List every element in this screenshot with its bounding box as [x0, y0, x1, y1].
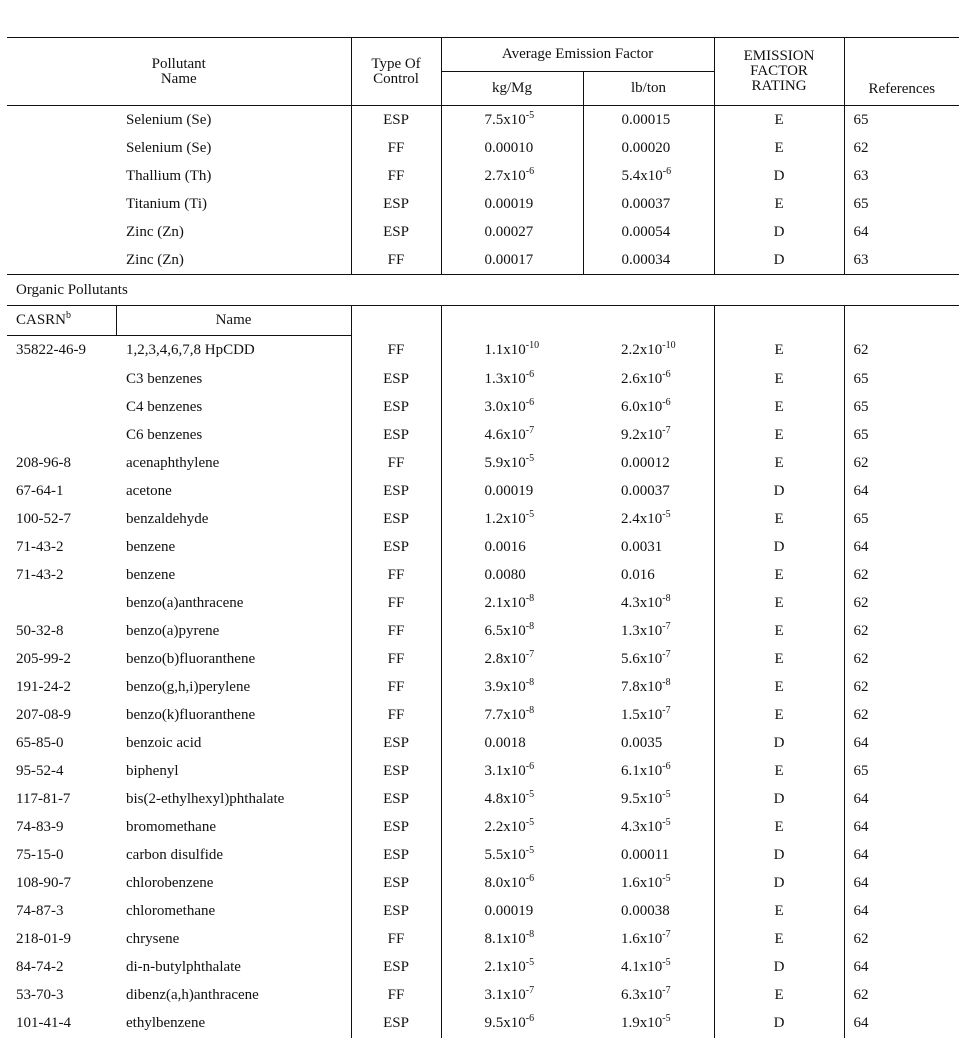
casrn-cell: [7, 134, 116, 162]
lb-per-ton: $2.2x10^{-10}$: [621, 340, 676, 358]
type-of-control: FF: [351, 134, 441, 162]
lb-per-ton: 0.00020: [583, 134, 714, 162]
table-row: [7, 134, 959, 162]
type-of-control: FF: [351, 246, 441, 275]
lb-per-ton: $2.6x10^{-6}$: [621, 369, 671, 387]
kg-per-mg: $6.5x10^{-8}$: [441, 618, 583, 646]
type-of-control: ESP: [351, 842, 441, 870]
header-pollutant-name: Pollutant Name: [7, 38, 351, 106]
reference: 64: [844, 218, 959, 246]
table-row: [7, 422, 959, 450]
kg-per-mg: 0.00010: [441, 134, 583, 162]
emission-factor-rating: E: [714, 590, 844, 618]
pollutant-name: C6 benzenes: [126, 427, 203, 443]
emission-factor-rating: D: [714, 786, 844, 814]
type-of-control: FF: [351, 982, 441, 1010]
table-row: [7, 730, 959, 758]
casrn: 117-81-7: [16, 791, 71, 807]
table-row: [7, 366, 959, 394]
casrn-cell: [7, 218, 116, 246]
emission-factor-rating: E: [714, 674, 844, 702]
reference: 62: [844, 646, 959, 674]
reference: 63: [844, 162, 959, 190]
casrn: 205-99-2: [16, 651, 71, 667]
type-of-control: FF: [351, 702, 441, 730]
emission-factor-rating: D: [714, 534, 844, 562]
pollutant-name: Selenium (Se): [126, 111, 212, 128]
kg-per-mg: $2.1x10^{-5}$: [441, 954, 583, 982]
lb-per-ton: 0.00034: [583, 246, 714, 275]
table-row: [7, 870, 959, 898]
casrn: 50-32-8: [16, 623, 64, 639]
table-row: [7, 534, 959, 562]
kg-per-mg: 0.00027: [441, 218, 583, 246]
type-of-control: ESP: [351, 814, 441, 842]
casrn: 71-43-2: [16, 567, 64, 583]
subheader-casrn: CASRN$^b$: [7, 306, 116, 336]
pollutant-name: acenaphthylene: [126, 455, 220, 471]
table-row: [7, 218, 959, 246]
table-row: [7, 898, 959, 926]
table-row: [7, 954, 959, 982]
lb-per-ton: 0.0035: [621, 735, 663, 751]
lb-per-ton: $5.6x10^{-7}$: [621, 649, 671, 667]
reference: 65: [844, 422, 959, 450]
reference: 64: [844, 1010, 959, 1038]
lb-per-ton: 0.00037: [621, 483, 670, 499]
type-of-control: ESP: [351, 366, 441, 394]
emission-factor-rating: D: [714, 246, 844, 275]
emission-factor-rating: E: [714, 106, 844, 135]
type-of-control: FF: [351, 590, 441, 618]
emission-factor-rating: D: [714, 870, 844, 898]
kg-per-mg: $3.9x10^{-8}$: [441, 674, 583, 702]
pollutant-name: acetone: [126, 483, 172, 499]
lb-per-ton: 0.016: [621, 567, 655, 583]
pollutant-name: Zinc (Zn): [126, 223, 184, 240]
pollutant-name: Titanium (Ti): [126, 195, 208, 212]
lb-per-ton: $2.4x10^{-5}$: [621, 509, 671, 527]
type-of-control: FF: [351, 926, 441, 954]
subheader-name: Name: [116, 306, 351, 336]
emission-factor-rating: E: [714, 814, 844, 842]
table-row: [7, 394, 959, 422]
lb-per-ton: $4.3x10^{-5}$: [621, 817, 671, 835]
pollutant-name: benzo(a)anthracene: [126, 595, 244, 611]
table-row: [7, 478, 959, 506]
reference: 64: [844, 478, 959, 506]
type-of-control: ESP: [351, 1010, 441, 1038]
type-of-control: ESP: [351, 954, 441, 982]
type-of-control: FF: [351, 450, 441, 478]
reference: 63: [844, 246, 959, 275]
emission-factor-rating: D: [714, 954, 844, 982]
reference: 62: [844, 618, 959, 646]
table-row: [7, 702, 959, 730]
emission-factor-rating: E: [714, 646, 844, 674]
pollutant-name: C4 benzenes: [126, 399, 203, 415]
emission-factor-rating: E: [714, 336, 844, 366]
table-row: [7, 562, 959, 590]
lb-per-ton: 0.00054: [583, 218, 714, 246]
kg-per-mg: 0.0080: [441, 562, 583, 590]
kg-per-mg: 0.00019: [441, 190, 583, 218]
casrn-cell: [7, 190, 116, 218]
table-row: [7, 842, 959, 870]
reference: 62: [844, 590, 959, 618]
type-of-control: ESP: [351, 534, 441, 562]
type-of-control: ESP: [351, 190, 441, 218]
type-of-control: FF: [351, 562, 441, 590]
reference: 64: [844, 814, 959, 842]
casrn: 74-83-9: [16, 819, 64, 835]
table-row: [7, 106, 959, 135]
reference: 62: [844, 336, 959, 366]
reference: 65: [844, 190, 959, 218]
kg-per-mg: $5.9x10^{-5}$: [441, 450, 583, 478]
type-of-control: ESP: [351, 506, 441, 534]
reference: 64: [844, 898, 959, 926]
emission-factor-rating: E: [714, 190, 844, 218]
reference: 64: [844, 954, 959, 982]
pollutant-name: benzo(a)pyrene: [126, 623, 220, 639]
type-of-control: ESP: [351, 394, 441, 422]
kg-per-mg: $3.0x10^{-6}$: [441, 394, 583, 422]
casrn: 67-64-1: [16, 483, 64, 499]
emission-factor-rating: E: [714, 422, 844, 450]
reference: 65: [844, 366, 959, 394]
lb-per-ton: $9.5x10^{-5}$: [621, 789, 671, 807]
lb-per-ton: $1.9x10^{-5}$: [621, 1013, 671, 1031]
casrn: [7, 366, 116, 394]
emission-factor-rating: E: [714, 982, 844, 1010]
reference: 62: [844, 702, 959, 730]
kg-per-mg: $2.8x10^{-7}$: [441, 646, 583, 674]
pollutant-name: benzo(k)fluoranthene: [126, 707, 256, 723]
pollutant-name: ethylbenzene: [126, 1015, 206, 1031]
reference: 64: [844, 842, 959, 870]
lb-per-ton: $7.8x10^{-8}$: [621, 677, 671, 695]
reference: 62: [844, 562, 959, 590]
table-row: [7, 590, 959, 618]
table-row: [7, 1010, 959, 1038]
type-of-control: ESP: [351, 730, 441, 758]
type-of-control: FF: [351, 336, 441, 366]
reference: 64: [844, 730, 959, 758]
pollutant-name: di-n-butylphthalate: [126, 959, 241, 975]
kg-per-mg: $4.6x10^{-7}$: [441, 422, 583, 450]
section-organic-pollutants: Organic Pollutants: [7, 275, 959, 306]
casrn: 35822-46-9: [16, 342, 86, 359]
emission-factor-rating: E: [714, 506, 844, 534]
table-row: [7, 162, 959, 190]
reference: 62: [844, 134, 959, 162]
emission-factor-rating: E: [714, 134, 844, 162]
reference: 62: [844, 982, 959, 1010]
pollutant-name: biphenyl: [126, 763, 179, 779]
table-row: [7, 336, 959, 366]
type-of-control: ESP: [351, 422, 441, 450]
lb-per-ton: $6.0x10^{-6}$: [621, 397, 671, 415]
casrn: [7, 422, 116, 450]
casrn: [7, 394, 116, 422]
type-of-control: ESP: [351, 898, 441, 926]
reference: 62: [844, 926, 959, 954]
pollutant-name: 1,2,3,4,6,7,8 HpCDD: [126, 342, 255, 359]
kg-per-mg: 0.00019: [441, 478, 583, 506]
kg-per-mg: $4.8x10^{-5}$: [441, 786, 583, 814]
pollutant-name: benzene: [126, 539, 176, 555]
lb-per-ton: 0.0031: [621, 539, 663, 555]
type-of-control: FF: [351, 674, 441, 702]
casrn: [7, 590, 116, 618]
emission-factor-rating: E: [714, 758, 844, 786]
table-row: [7, 674, 959, 702]
emission-factor-rating: E: [714, 926, 844, 954]
emission-factor-rating: E: [714, 898, 844, 926]
type-of-control: ESP: [351, 218, 441, 246]
casrn: 218-01-9: [16, 931, 71, 947]
table-row: [7, 190, 959, 218]
lb-per-ton: $1.6x10^{-7}$: [621, 929, 671, 947]
reference: 64: [844, 534, 959, 562]
table-row: [7, 926, 959, 954]
pollutant-name: dibenz(a,h)anthracene: [126, 987, 259, 1003]
lb-per-ton: $4.3x10^{-8}$: [621, 593, 671, 611]
organic-rows: [7, 336, 959, 1038]
pollutant-name: benzo(g,h,i)perylene: [126, 679, 251, 695]
kg-per-mg: $3.1x10^{-7}$: [441, 982, 583, 1010]
kg-per-mg: 0.00019: [441, 898, 583, 926]
casrn: 65-85-0: [16, 735, 64, 751]
emission-factor-rating: D: [714, 162, 844, 190]
casrn-cell: [7, 162, 116, 190]
casrn: 207-08-9: [16, 707, 71, 723]
metal-rows: [7, 106, 959, 275]
kg-per-mg: $9.5x10^{-6}$: [441, 1010, 583, 1038]
pollutant-name: bis(2-ethylhexyl)phthalate: [126, 791, 285, 807]
reference: 65: [844, 506, 959, 534]
kg-per-mg: $8.0x10^{-6}$: [441, 870, 583, 898]
kg-per-mg: 0.0016: [441, 534, 583, 562]
reference: 64: [844, 786, 959, 814]
pollutant-name: bromomethane: [126, 819, 216, 835]
type-of-control: FF: [351, 618, 441, 646]
emission-factor-rating: E: [714, 366, 844, 394]
table-row: [7, 246, 959, 275]
pollutant-name: benzo(b)fluoranthene: [126, 651, 256, 667]
emission-factor-rating: D: [714, 730, 844, 758]
emission-factor-rating: E: [714, 618, 844, 646]
lb-per-ton: $1.5x10^{-7}$: [621, 705, 671, 723]
pollutant-name: chlorobenzene: [126, 875, 214, 891]
casrn-cell: [7, 246, 116, 275]
header-lb-ton: lb/ton: [583, 72, 714, 106]
table-row: [7, 506, 959, 534]
kg-per-mg: $2.7x10^{-6}$: [441, 162, 583, 190]
reference: 62: [844, 674, 959, 702]
type-of-control: ESP: [351, 478, 441, 506]
reference: 64: [844, 870, 959, 898]
type-of-control: FF: [351, 646, 441, 674]
casrn-cell: [7, 106, 116, 135]
emission-factor-rating: D: [714, 1010, 844, 1038]
casrn: 71-43-2: [16, 539, 64, 555]
kg-per-mg: $2.2x10^{-5}$: [441, 814, 583, 842]
casrn: 53-70-3: [16, 987, 64, 1003]
pollutant-name: Selenium (Se): [126, 139, 212, 156]
casrn: 191-24-2: [16, 679, 71, 695]
table-row: [7, 982, 959, 1010]
lb-per-ton: 0.00037: [583, 190, 714, 218]
pollutant-name: chrysene: [126, 931, 180, 947]
lb-per-ton: $9.2x10^{-7}$: [621, 425, 671, 443]
header-emission-factor-rating: EMISSION FACTOR RATING: [714, 38, 844, 106]
reference: 62: [844, 450, 959, 478]
header-type-of-control: Type Of Control: [351, 38, 441, 106]
lb-per-ton: 0.00012: [621, 455, 670, 471]
lb-per-ton: $1.3x10^{-7}$: [621, 621, 671, 639]
reference: 65: [844, 758, 959, 786]
reference: 65: [844, 106, 959, 135]
type-of-control: ESP: [351, 758, 441, 786]
lb-per-ton: $5.4x10^{-6}$: [583, 162, 714, 190]
lb-per-ton: 0.00015: [583, 106, 714, 135]
pollutant-name: benzaldehyde: [126, 511, 209, 527]
emission-factor-rating: E: [714, 702, 844, 730]
lb-per-ton: $4.1x10^{-5}$: [621, 957, 671, 975]
pollutant-name: benzoic acid: [126, 735, 202, 751]
table-row: [7, 618, 959, 646]
kg-per-mg: 0.0018: [441, 730, 583, 758]
casrn: 100-52-7: [16, 511, 71, 527]
emission-factor-rating: E: [714, 562, 844, 590]
kg-per-mg: 0.00017: [441, 246, 583, 275]
kg-per-mg: $1.2x10^{-5}$: [441, 506, 583, 534]
header-average-emission-factor: Average Emission Factor: [441, 38, 714, 72]
lb-per-ton: $6.3x10^{-7}$: [621, 985, 671, 1003]
reference: 65: [844, 394, 959, 422]
casrn: 101-41-4: [16, 1015, 71, 1031]
emission-factor-table: [7, 37, 959, 1038]
emission-factor-rating: D: [714, 218, 844, 246]
casrn: 74-87-3: [16, 903, 64, 919]
pollutant-name: benzene: [126, 567, 176, 583]
casrn: 108-90-7: [16, 875, 71, 891]
casrn: 208-96-8: [16, 455, 71, 471]
emission-factor-rating: E: [714, 450, 844, 478]
casrn: 75-15-0: [16, 847, 64, 863]
kg-per-mg: $7.5x10^{-5}$: [441, 106, 583, 135]
pollutant-name: chloromethane: [126, 903, 216, 919]
kg-per-mg: $7.7x10^{-8}$: [441, 702, 583, 730]
kg-per-mg: $5.5x10^{-5}$: [441, 842, 583, 870]
lb-per-ton: $1.6x10^{-5}$: [621, 873, 671, 891]
emission-factor-rating: D: [714, 842, 844, 870]
header-references: References: [844, 38, 959, 106]
kg-per-mg: $1.3x10^{-6}$: [441, 366, 583, 394]
lb-per-ton: 0.00011: [621, 847, 670, 863]
kg-per-mg: $1.1x10^{-10}$: [441, 336, 583, 366]
table-row: [7, 646, 959, 674]
casrn: 95-52-4: [16, 763, 64, 779]
kg-per-mg: $2.1x10^{-8}$: [441, 590, 583, 618]
casrn: 84-74-2: [16, 959, 64, 975]
pollutant-name: carbon disulfide: [126, 847, 224, 863]
table-row: [7, 814, 959, 842]
table-row: [7, 758, 959, 786]
header-kg-mg: kg/Mg: [441, 72, 583, 106]
kg-per-mg: $8.1x10^{-8}$: [441, 926, 583, 954]
type-of-control: ESP: [351, 786, 441, 814]
type-of-control: ESP: [351, 870, 441, 898]
pollutant-name: Zinc (Zn): [126, 251, 184, 268]
pollutant-name: Thallium (Th): [126, 167, 212, 184]
lb-per-ton: 0.00038: [621, 903, 670, 919]
type-of-control: ESP: [351, 106, 441, 135]
kg-per-mg: $3.1x10^{-6}$: [441, 758, 583, 786]
emission-factor-rating: D: [714, 478, 844, 506]
lb-per-ton: $6.1x10^{-6}$: [621, 761, 671, 779]
pollutant-name: C3 benzenes: [126, 371, 203, 387]
table-row: [7, 450, 959, 478]
table-row: [7, 786, 959, 814]
type-of-control: FF: [351, 162, 441, 190]
emission-factor-rating: E: [714, 394, 844, 422]
